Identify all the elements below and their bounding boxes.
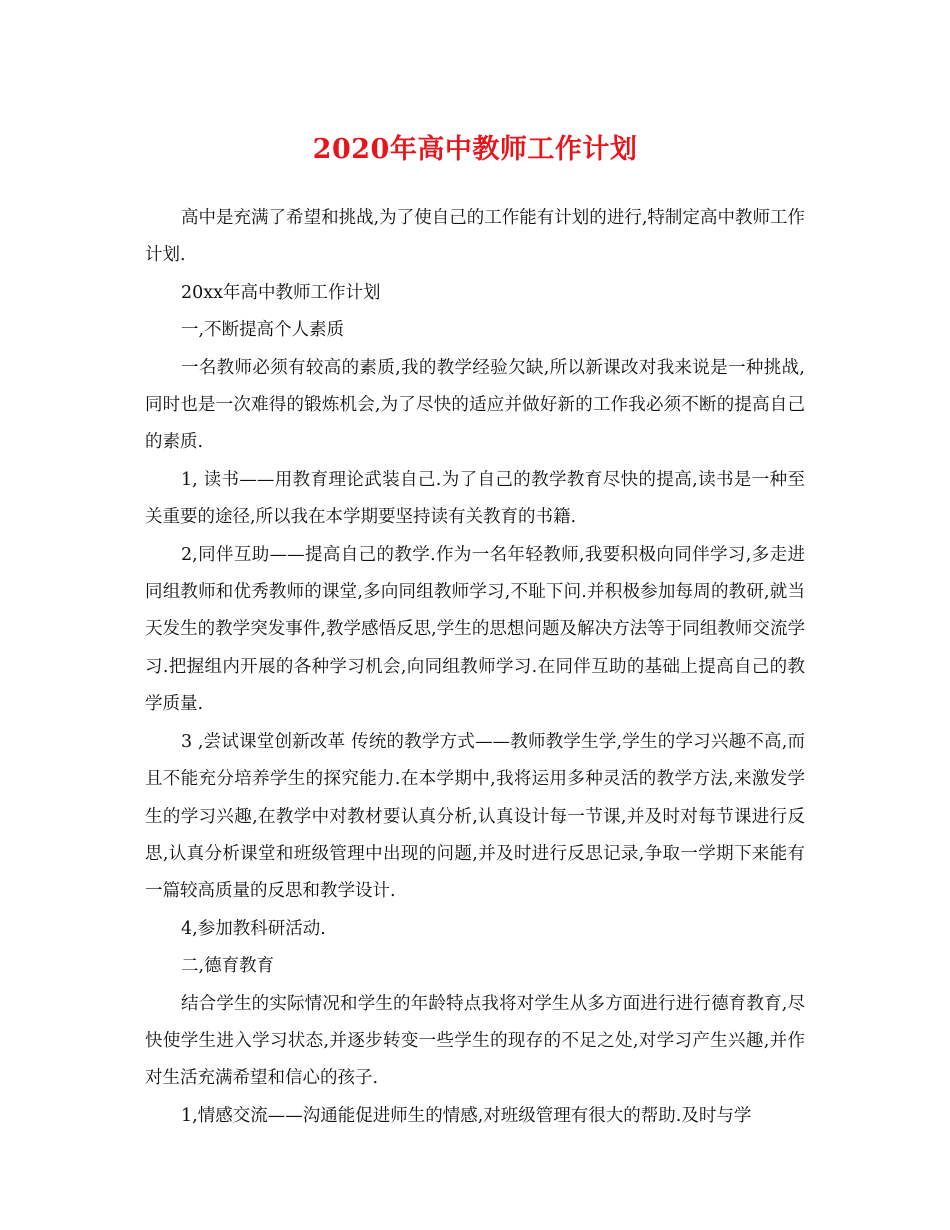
paragraph-quality: 一名教师必须有较高的素质,我的教学经验欠缺,所以新课改对我来说是一种挑战,同时也是一次难得的锻炼机会,为了尽快的适应并做好新的工作我必须不断的提高自己的素质. — [145, 357, 805, 453]
paragraph-item-emotional-exchange: 1,情感交流——沟通能促进师生的情感,对班级管理有很大的帮助.及时与学 — [181, 1105, 752, 1126]
paragraph-plan-heading: 20xx年高中教师工作计划 — [181, 282, 381, 303]
paragraph-item-peer-help: 2,同伴互助——提高自己的教学.作为一名年轻教师,我要积极向同伴学习,多走进同组教师和优秀教师的课堂,多向同组教师学习,不耻下问.并积极参加每周的教研,就当天发生的教学突发事件,教学感悟反思,学生的思想问题及解决方法等于同组教师交流学习.把握组内开展的各种学习机会,向同组教师学习.在同伴互助的基础上提高自己的教学质量. — [145, 544, 805, 715]
section-heading-moral-education: 二,德育教育 — [181, 956, 275, 977]
paragraph-intro: 高中是充满了希望和挑战,为了使自己的工作能有计划的进行,特制定高中教师工作计划. — [145, 208, 805, 266]
document-title: 2020年高中教师工作计划 — [312, 134, 638, 165]
section-heading-personal-quality: 一,不断提高个人素质 — [181, 320, 345, 341]
paragraph-item-research: 4,参加教科研活动. — [181, 918, 326, 939]
paragraph-item-reading: 1, 读书——用教育理论武装自己.为了自己的教学教育尽快的提高,读书是一种至关重要的途径,所以我在本学期要坚持读有关教育的书籍. — [145, 469, 805, 528]
paragraph-moral-education: 结合学生的实际情况和学生的年龄特点我将对学生从多方面进行进行德育教育,尽快使学生进入学习状态,并逐步转变一些学生的现存的不足之处,对学习产生兴趣,并作对生活充满希望和信心的孩子. — [145, 993, 805, 1089]
paragraph-item-classroom-innovation: 3 ,尝试课堂创新改革 传统的教学方式——教师教学生学,学生的学习兴趣不高,而且不能充分培养学生的探究能力.在本学期中,我将运用多种灵活的教学方法,来激发学生的学习兴趣,在教学中对教材要认真分析,认真设计每一节课,并及时对每节课进行反思,认真分析课堂和班级管理中出现的问题,并及时进行反思记录,争取一学期下来能有一篇较高质量的反思和教学设计. — [145, 731, 805, 902]
document-body — [145, 200, 805, 1135]
